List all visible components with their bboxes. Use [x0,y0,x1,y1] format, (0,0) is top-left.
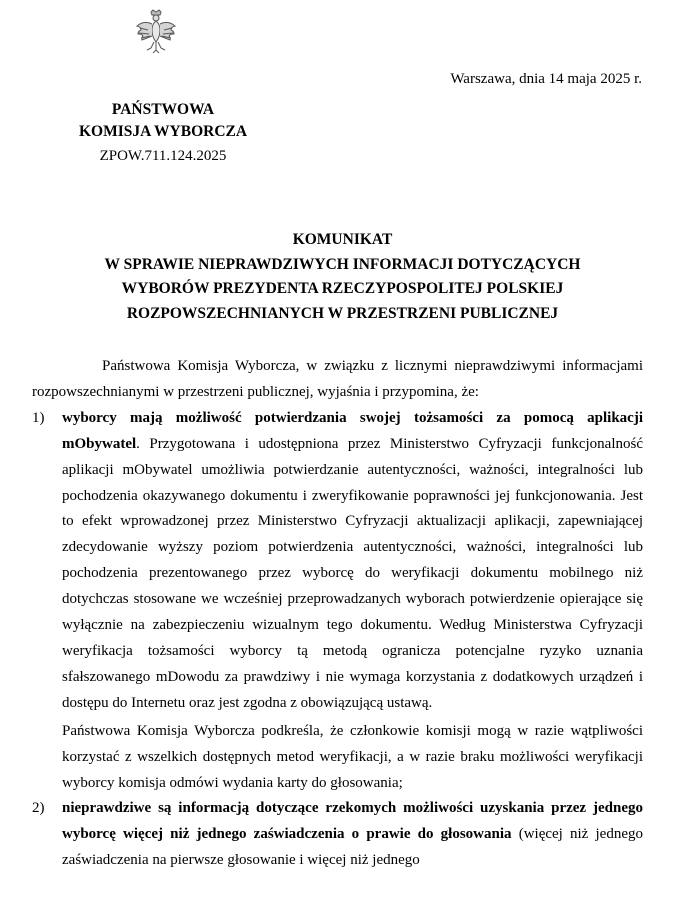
item-bold-lead: nieprawdziwe są informacją dotyczące rzekomych możliwości uzyskania przez jednego wyborcę więcej niż jednego zaświadczenia o prawie do głosowania [62,800,643,843]
title-line-3: WYBORÓW PREZYDENTA RZECZYPOSPOLITEJ POLSKIEJ [121,280,564,297]
issuer-line-2: KOMISJA WYBORCZA [78,123,248,140]
polish-eagle-emblem-icon [135,9,177,55]
intro-paragraph: Państwowa Komisja Wyborcza, w związku z licznymi nieprawdziwymi informacjami rozpowszechnianymi w przestrzeni publicznej, wyjaśnia i przypomina, że: [32,358,643,400]
issuer-line-1: PAŃSTWOWA [111,101,215,118]
item-bold-lead: wyborcy mają możliwość potwierdzania swojej tożsamości za pomocą aplikacji mObywatel [62,409,643,452]
place-and-date: Warszawa, dnia 14 maja 2025 r. [450,71,642,87]
item-followup: Państwowa Komisja Wyborcza podkreśla, że członkowie komisji mogą w razie wątpliwości korzystać z wszelkich dostępnych metod weryfikacji, a w razie braku możliwości weryfikacji wyborcy komisja odmówi wydania karty do głosowania; [62,722,643,791]
document-title [40,228,645,326]
item-number: 2) [32,800,45,817]
item-rest: . Przygotowana i udostępniona przez Ministerstwo Cyfryzacji funkcjonalność aplikacji mObywatel umożliwia potwierdzanie autentyczności, ważności, integralności lub pochodzenia okazywanego dokumentu i zweryfikowanie poprawności jej funkcjonowania. Jest to efekt wprowadzonej przez Ministerstwo Cyfryzacji aktualizacji aplikacji, zapewniającej zdecydowanie wyższy poziom potwierdzenia autentyczności, ważności, integralności lub pochodzenia prezentowanego przez wyborcę do weryfikacji dokumentu mobilnego niż dotychczas stosowane we wcześniej przeprowadzanych wyborach potwierdzenie opierające się wyłącznie na zabezpieczeniu wizualnym tego dokumentu. Według Ministerstwa Cyfryzacji weryfikacja tożsamości wyborcy tą metodą ogranicza potencjalne ryzyko uznania sfałszowanego mDowodu za prawdziwy i nie wymaga korzystania z dodatkowych urządzeń i dostępu do Internetu oraz jest zgodna z obowiązującą ustawą. [62,435,643,711]
item-text [62,406,643,717]
title-line-2: W SPRAWIE NIEPRAWDZIWYCH INFORMACJI DOTYCZĄCYCH [104,255,581,273]
issuer-name [65,99,261,143]
document-signature: ZPOW.711.124.2025 [99,148,227,164]
list-item-1 [32,406,643,797]
item-rest: (więcej niż jednego zaświadczenia na pierwsze głosowanie i więcej niż jednego [62,826,643,869]
title-line-4: ROZPOWSZECHNIANYCH W PRZESTRZENI PUBLICZNEJ [126,304,559,322]
document-body [32,354,643,874]
item-number: 1) [32,409,45,426]
item-text [62,796,643,874]
list-item-2 [32,796,643,874]
title-line-1: KOMUNIKAT [292,231,393,248]
